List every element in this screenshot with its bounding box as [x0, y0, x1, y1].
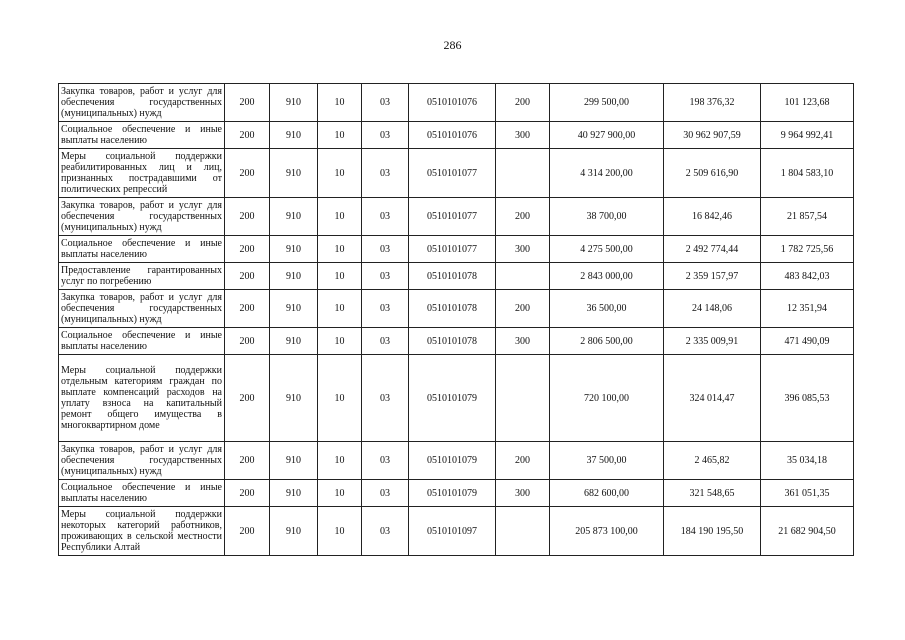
table-row: [59, 198, 854, 236]
table-row: [59, 122, 854, 149]
planned-amount: 38 700,00: [550, 198, 664, 236]
planned-amount: 4 314 200,00: [550, 149, 664, 198]
subsection-code: 03: [362, 355, 409, 442]
table-row: [59, 236, 854, 263]
section-code: 10: [318, 290, 362, 328]
code-cell: 200: [225, 122, 270, 149]
planned-amount: 299 500,00: [550, 84, 664, 122]
subsection-code: 03: [362, 198, 409, 236]
expense-name: Закупка товаров, работ и услуг для обеспечения государственных (муниципальных) нужд: [59, 290, 225, 328]
table-row: [59, 263, 854, 290]
expense-name: Социальное обеспечение и иные выплаты населению: [59, 328, 225, 355]
remaining-amount: 1 804 583,10: [761, 149, 854, 198]
expense-type-code: 300: [496, 122, 550, 149]
subsection-code: 03: [362, 122, 409, 149]
expense-type-code: 200: [496, 290, 550, 328]
executed-amount: 24 148,06: [664, 290, 761, 328]
expense-type-code: 200: [496, 442, 550, 480]
remaining-amount: 21 857,54: [761, 198, 854, 236]
target-article-code: 0510101077: [409, 236, 496, 263]
budget-table: [58, 83, 854, 556]
subsection-code: 03: [362, 507, 409, 556]
subsection-code: 03: [362, 149, 409, 198]
section-code: 10: [318, 236, 362, 263]
target-article-code: 0510101079: [409, 480, 496, 507]
section-code: 10: [318, 328, 362, 355]
subsection-code: 03: [362, 442, 409, 480]
section-code: 10: [318, 263, 362, 290]
expense-name: Меры социальной поддержки реабилитированных лиц и лиц, признанных пострадавшими от политических репрессий: [59, 149, 225, 198]
planned-amount: 205 873 100,00: [550, 507, 664, 556]
expense-name: Закупка товаров, работ и услуг для обеспечения государственных (муниципальных) нужд: [59, 198, 225, 236]
planned-amount: 37 500,00: [550, 442, 664, 480]
ministry-code: 910: [270, 198, 318, 236]
ministry-code: 910: [270, 328, 318, 355]
code-cell: 200: [225, 328, 270, 355]
code-cell: 200: [225, 149, 270, 198]
expense-type-code: [496, 355, 550, 442]
table-row: [59, 149, 854, 198]
expense-name: Социальное обеспечение и иные выплаты населению: [59, 236, 225, 263]
expense-name: Социальное обеспечение и иные выплаты населению: [59, 122, 225, 149]
target-article-code: 0510101076: [409, 122, 496, 149]
subsection-code: 03: [362, 236, 409, 263]
page-number: 286: [443, 38, 462, 52]
executed-amount: 324 014,47: [664, 355, 761, 442]
table-body: [59, 84, 854, 556]
expense-type-code: 300: [496, 480, 550, 507]
code-cell: 200: [225, 84, 270, 122]
ministry-code: 910: [270, 149, 318, 198]
planned-amount: 40 927 900,00: [550, 122, 664, 149]
code-cell: 200: [225, 263, 270, 290]
remaining-amount: 21 682 904,50: [761, 507, 854, 556]
ministry-code: 910: [270, 507, 318, 556]
executed-amount: 2 509 616,90: [664, 149, 761, 198]
ministry-code: 910: [270, 442, 318, 480]
executed-amount: 30 962 907,59: [664, 122, 761, 149]
expense-name: Предоставление гарантированных услуг по погребению: [59, 263, 225, 290]
expense-name: Закупка товаров, работ и услуг для обеспечения государственных (муниципальных) нужд: [59, 84, 225, 122]
remaining-amount: 101 123,68: [761, 84, 854, 122]
expense-type-code: 300: [496, 328, 550, 355]
executed-amount: 184 190 195,50: [664, 507, 761, 556]
expense-name: Закупка товаров, работ и услуг для обеспечения государственных (муниципальных) нужд: [59, 442, 225, 480]
section-code: 10: [318, 198, 362, 236]
code-cell: 200: [225, 480, 270, 507]
table-row: [59, 328, 854, 355]
remaining-amount: 396 085,53: [761, 355, 854, 442]
ministry-code: 910: [270, 122, 318, 149]
section-code: 10: [318, 480, 362, 507]
ministry-code: 910: [270, 84, 318, 122]
executed-amount: 2 335 009,91: [664, 328, 761, 355]
table-row: [59, 290, 854, 328]
remaining-amount: 12 351,94: [761, 290, 854, 328]
planned-amount: 36 500,00: [550, 290, 664, 328]
target-article-code: 0510101077: [409, 198, 496, 236]
ministry-code: 910: [270, 263, 318, 290]
table-row: [59, 355, 854, 442]
target-article-code: 0510101076: [409, 84, 496, 122]
target-article-code: 0510101078: [409, 263, 496, 290]
ministry-code: 910: [270, 480, 318, 507]
target-article-code: 0510101097: [409, 507, 496, 556]
remaining-amount: 483 842,03: [761, 263, 854, 290]
expense-type-code: 200: [496, 198, 550, 236]
expense-name: Социальное обеспечение и иные выплаты населению: [59, 480, 225, 507]
code-cell: 200: [225, 290, 270, 328]
subsection-code: 03: [362, 84, 409, 122]
table-row: [59, 507, 854, 556]
remaining-amount: 9 964 992,41: [761, 122, 854, 149]
remaining-amount: 471 490,09: [761, 328, 854, 355]
subsection-code: 03: [362, 290, 409, 328]
remaining-amount: 35 034,18: [761, 442, 854, 480]
planned-amount: 682 600,00: [550, 480, 664, 507]
code-cell: 200: [225, 198, 270, 236]
subsection-code: 03: [362, 328, 409, 355]
ministry-code: 910: [270, 236, 318, 263]
target-article-code: 0510101078: [409, 290, 496, 328]
executed-amount: 198 376,32: [664, 84, 761, 122]
code-cell: 200: [225, 355, 270, 442]
target-article-code: 0510101079: [409, 442, 496, 480]
code-cell: 200: [225, 507, 270, 556]
section-code: 10: [318, 84, 362, 122]
code-cell: 200: [225, 442, 270, 480]
section-code: 10: [318, 355, 362, 442]
code-cell: 200: [225, 236, 270, 263]
planned-amount: 2 806 500,00: [550, 328, 664, 355]
table-row: [59, 480, 854, 507]
expense-name: Меры социальной поддержки отдельным категориям граждан по выплате компенсаций расходов на уплату взноса на капитальный ремонт общего имущества в многоквартирном доме: [59, 355, 225, 442]
ministry-code: 910: [270, 290, 318, 328]
table-row: [59, 442, 854, 480]
expense-type-code: [496, 507, 550, 556]
section-code: 10: [318, 442, 362, 480]
target-article-code: 0510101078: [409, 328, 496, 355]
subsection-code: 03: [362, 480, 409, 507]
planned-amount: 4 275 500,00: [550, 236, 664, 263]
planned-amount: 720 100,00: [550, 355, 664, 442]
executed-amount: 2 492 774,44: [664, 236, 761, 263]
executed-amount: 2 465,82: [664, 442, 761, 480]
expense-type-code: [496, 263, 550, 290]
section-code: 10: [318, 122, 362, 149]
executed-amount: 16 842,46: [664, 198, 761, 236]
ministry-code: 910: [270, 355, 318, 442]
planned-amount: 2 843 000,00: [550, 263, 664, 290]
remaining-amount: 1 782 725,56: [761, 236, 854, 263]
table-row: [59, 84, 854, 122]
executed-amount: 2 359 157,97: [664, 263, 761, 290]
expense-name: Меры социальной поддержки некоторых категорий работников, проживающих в сельской местности Республики Алтай: [59, 507, 225, 556]
target-article-code: 0510101077: [409, 149, 496, 198]
remaining-amount: 361 051,35: [761, 480, 854, 507]
subsection-code: 03: [362, 263, 409, 290]
executed-amount: 321 548,65: [664, 480, 761, 507]
target-article-code: 0510101079: [409, 355, 496, 442]
expense-type-code: 300: [496, 236, 550, 263]
expense-type-code: 200: [496, 84, 550, 122]
expense-type-code: [496, 149, 550, 198]
section-code: 10: [318, 149, 362, 198]
section-code: 10: [318, 507, 362, 556]
